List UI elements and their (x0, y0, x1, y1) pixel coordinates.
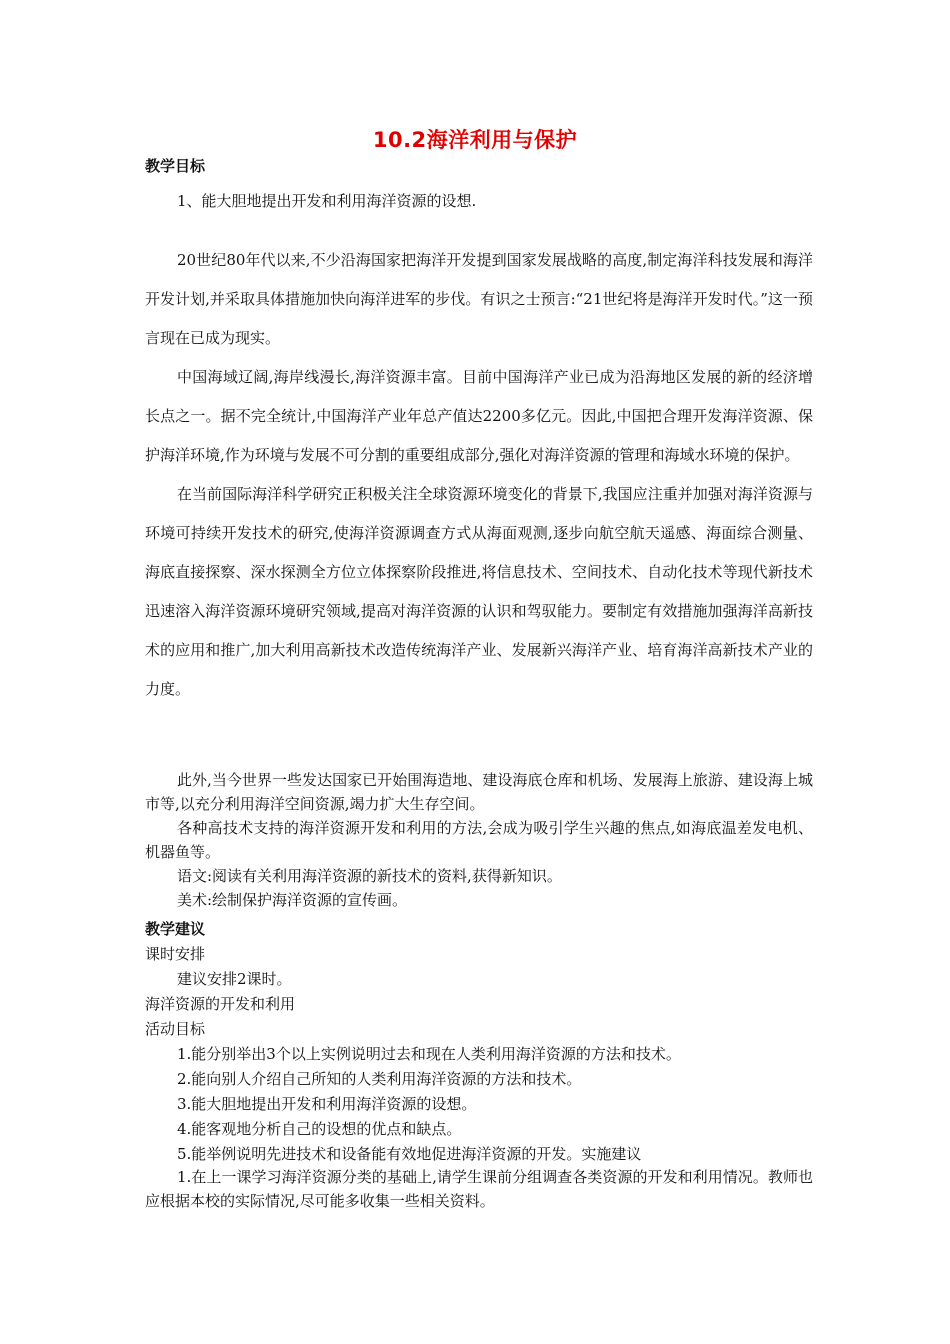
body-text-wide (145, 241, 813, 709)
paragraph-technology: 在当前国际海洋科学研究正积极关注全球资源环境变化的背景下,我国应注重并加强对海洋资源与环境可持续开发技术的研究,使海洋资源调查方式从海面观测,逐步向航空航天遥感、海面综合测量、海底直接探察、深水探测全方位立体探察阶段推进,将信息技术、空间技术、自动化技术等现代新技术迅速溶入海洋资源环境研究领域,提高对海洋资源的认识和驾驭能力。要制定有效措施加强海洋高新技术的应用和推广,加大利用高新技术改造传统海洋产业、发展新兴海洋产业、培育海洋高新技术产业的力度。 (145, 485, 813, 698)
paragraph-ocean-space: 此外,当今世界一些发达国家已开始围海造地、建设海底仓库和机场、发展海上旅游、建设海上城市等,以充分利用海洋空间资源,竭力扩大生存空间。 (145, 771, 813, 813)
heading-teaching-goals: 教学目标 (145, 157, 206, 175)
paragraph-china-ocean: 中国海域辽阔,海岸线漫长,海洋资源丰富。目前中国海洋产业已成为沿海地区发展的新的经济增长点之一。据不完全统计,中国海洋产业年总产值达2200多亿元。因此,中国把合理开发海洋资源、保护海洋环境,作为环境与发展不可分割的重要组成部分,强化对海洋资源的管理和海域水环境的保护。 (145, 368, 813, 464)
paragraph-development: 20世纪80年代以来,不少沿海国家把海洋开发提到国家发展战略的高度,制定海洋科技发展和海洋开发计划,并采取具体措施加快向海洋进军的步伐。有识之士预言:“21世纪将是海洋开发时代。”这一预言现在已成为现实。 (145, 251, 813, 347)
objective-item: 4.能客观地分析自己的设想的优点和缺点。 (177, 1120, 462, 1138)
objective-item: 5.能举例说明先进技术和设备能有效地促进海洋资源的开发。实施建议 (177, 1145, 642, 1163)
objective-item: 2.能向别人介绍自己所知的人类利用海洋资源的方法和技术。 (177, 1070, 582, 1088)
objective-item: 1.能分别举出3个以上实例说明过去和现在人类利用海洋资源的方法和技术。 (177, 1045, 681, 1063)
schedule-label: 课时安排 (145, 945, 206, 963)
goal-item: 1、能大胆地提出开发和利用海洋资源的设想. (177, 192, 477, 210)
suggestion-block (145, 1165, 813, 1213)
paragraph-high-tech: 各种高技术支持的海洋资源开发和利用的方法,会成为吸引学生兴趣的焦点,如海底温差发电机、机器鱼等。 (145, 819, 813, 861)
subject-chinese: 语文:阅读有关利用海洋资源的新技术的资料,获得新知识。 (177, 867, 562, 885)
objective-item: 3.能大胆地提出开发和利用海洋资源的设想。 (177, 1095, 477, 1113)
body-text-compact (145, 768, 813, 912)
activity-label: 活动目标 (145, 1020, 206, 1038)
document-title: 10.2海洋利用与保护 (372, 128, 578, 152)
suggestion-text: 1.在上一课学习海洋资源分类的基础上,请学生课前分组调查各类资源的开发和利用情况。教师也应根据本校的实际情况,尽可能多收集一些相关资料。 (145, 1168, 813, 1210)
subject-art: 美术:绘制保护海洋资源的宣传画。 (177, 891, 408, 909)
schedule-text: 建议安排2课时。 (177, 970, 292, 988)
topic-label: 海洋资源的开发和利用 (145, 995, 296, 1013)
heading-teaching-suggestions: 教学建议 (145, 920, 206, 938)
